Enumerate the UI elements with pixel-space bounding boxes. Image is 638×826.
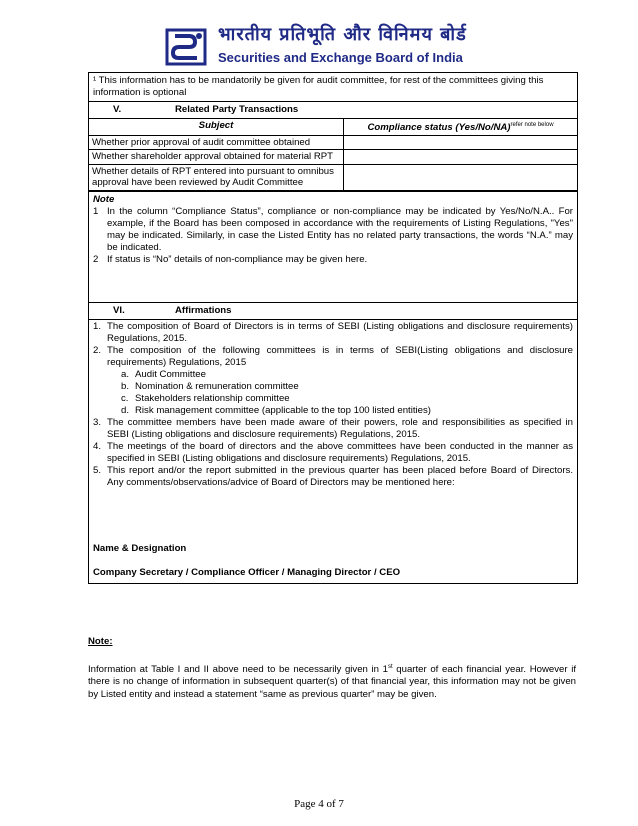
list-item: 1 In the column “Compliance Status”, compliance or non-compliance may be indicated by Yes/No/N.A.. For example, if the Board has been composed in accordance with the requirements of Listing Regulations, "Yes" may be indicated. Similarly, in case the Listed Entity has no related party transactions, the words “N.A.” may be indicated. bbox=[93, 205, 573, 253]
affirmations-section bbox=[89, 303, 577, 583]
section-vi-title: Affirmations bbox=[175, 304, 232, 316]
table-row bbox=[89, 150, 577, 165]
form-frame bbox=[88, 72, 578, 584]
section-v-title: Related Party Transactions bbox=[175, 104, 299, 115]
section-v-notes bbox=[89, 192, 577, 303]
col-subject-header: Subject bbox=[89, 119, 344, 135]
related-party-section bbox=[89, 102, 577, 192]
table-row bbox=[89, 164, 577, 190]
affirmations-body bbox=[89, 320, 577, 537]
list-item: d. Risk management committee (applicable to the top 100 listed entities) bbox=[121, 404, 431, 416]
list-item: 1. The composition of Board of Directors is in terms of SEBI (Listing obligations and disclosure requirements) Regulations, 2015. bbox=[93, 320, 573, 344]
refer-note-sup: refer note below bbox=[510, 122, 554, 128]
footnote-text: Information at Table I and II above need to be necessarily given in 1st quarter of each financial year. However if there is no change of information in subsequent quarter(s) of that financial year, this information may not be given by Listed entity and instead a statement “same as previous quarter” may be given. bbox=[88, 663, 576, 700]
list-item: c. Stakeholders relationship committee bbox=[121, 392, 290, 404]
top-note: ¹ This information has to be mandatorily be given for audit committee, for rest of the committees giving this information is optional bbox=[89, 73, 577, 102]
designation-text: Company Secretary / Compliance Officer / Managing Director / CEO bbox=[93, 566, 401, 578]
row-status-cell[interactable] bbox=[344, 150, 578, 165]
row-status-cell[interactable] bbox=[344, 164, 578, 190]
section-v-number: V. bbox=[113, 104, 122, 115]
footnote-label: Note: bbox=[88, 636, 113, 647]
section-v-heading bbox=[89, 102, 577, 119]
col-status-header: Compliance status $(Yes/No/NA)^{refer note below}$ bbox=[344, 119, 578, 135]
section-vi-number: VI. bbox=[113, 304, 125, 316]
list-item: 3. The committee members have been made aware of their powers, role and responsibilities as specified in SEBI (Listing obligations and disclosure requirements) Regulations, 2015. bbox=[93, 416, 573, 440]
name-designation-label: Name & Designation bbox=[93, 542, 187, 554]
section-vi-heading bbox=[89, 303, 577, 320]
footnote bbox=[88, 636, 576, 701]
page-number: Page 4 of 7 bbox=[294, 798, 344, 810]
signature-block bbox=[89, 537, 577, 583]
row-status-cell[interactable] bbox=[344, 135, 578, 150]
english-title: Securities and Exchange Board of India bbox=[218, 50, 463, 65]
rpt-table bbox=[89, 119, 577, 191]
list-item: 2. The composition of the following committees is in terms of SEBI(Listing obligations and disclosure requirements) Regulations, 2015 a. Audit Committee b. Nomination & remuneration committee c. Stakeholders relationship committee d. Risk management committee (applicable to the top 100 listed entities) bbox=[93, 344, 573, 416]
sebi-logo-icon bbox=[163, 26, 209, 68]
list-item: 5. This report and/or the report submitted in the previous quarter has been placed before Board of Directors. Any comments/observations/advice of Board of Directors may be mentioned here: bbox=[93, 464, 573, 488]
row-subject: Whether prior approval of audit committee obtained bbox=[89, 135, 344, 150]
table-row bbox=[89, 135, 577, 150]
note-label: Note bbox=[93, 193, 115, 205]
row-subject: Whether details of RPT entered into pursuant to omnibus approval have been reviewed by Audit Committee bbox=[89, 164, 344, 190]
list-item: a. Audit Committee bbox=[121, 368, 206, 380]
letterhead bbox=[0, 8, 638, 68]
hindi-title: भारतीय प्रतिभूति और विनिमय बोर्ड bbox=[218, 24, 467, 45]
list-item: 2 If status is “No” details of non-compliance may be given here. bbox=[93, 253, 368, 265]
list-item: b. Nomination & remuneration committee bbox=[121, 380, 299, 392]
row-subject: Whether shareholder approval obtained for material RPT bbox=[89, 150, 344, 165]
list-item: 4. The meetings of the board of directors and the above committees have been conducted in the manner as specified in SEBI (Listing obligations and disclosure requirements) Regulations, 2015. bbox=[93, 440, 573, 464]
